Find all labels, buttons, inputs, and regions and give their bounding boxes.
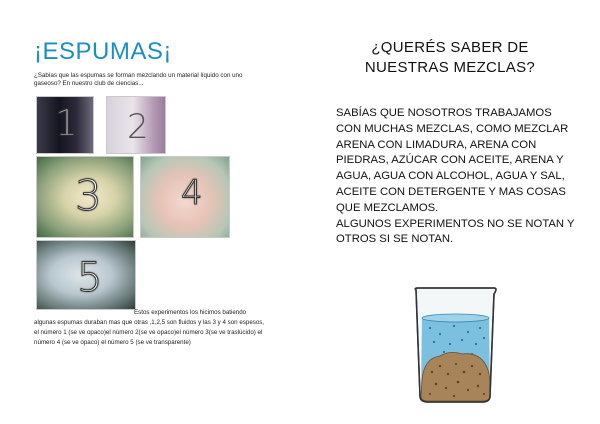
section-title — [300, 38, 600, 78]
foam-bottle-photo-3 — [36, 156, 134, 238]
photo-number-3: 3 — [75, 171, 102, 220]
photo-number-4: 4 — [181, 173, 203, 213]
photo-number-5: 5 — [77, 255, 103, 301]
intro-text: ¿Sabías que las espumas se forman mezclando un material líquido con uno gaseoso? En nuestro club de ciencias... — [34, 72, 243, 87]
right-page — [300, 0, 600, 424]
caption-body: algunas espumas duraban mas que otras ,1,2,5 son fluidos y las 3 y 4 son espesos, el número 1 (se ve opaco)el número 2(se ve opaco)el número 3(se ve traslúcido) el número 4 (se ve opaco) el número 5 (se ve transparente) — [34, 319, 265, 346]
photo-number-1: 1 — [55, 103, 78, 144]
mixtures-paragraph-2: ALGUNOS EXPERIMENTOS NO SE NOTAN Y OTROS SI SE NOTAN. — [336, 217, 575, 246]
foam-bottle-photo-1 — [36, 96, 94, 154]
experiment-caption — [34, 308, 266, 348]
mixtures-paragraph-1: SABÍAS QUE NOSOTROS TRABAJAMOS CON MUCHAS MEZCLAS, COMO MEZCLAR ARENA CON LIMADURA, ARENA CON PIEDRAS, AZÚCAR CON ACEITE, ARENA Y AGUA, AGUA CON ALCOHOL, AGUA Y SAL, ACEITE CON DETERGENTE Y MAS COSAS QUE MEZCLAMOS. — [336, 107, 569, 214]
foam-bottle-photo-5 — [36, 240, 136, 310]
page-title: ¡ESPUMAS¡ — [34, 38, 172, 65]
section-title-line-2: NUESTRAS MEZCLAS? — [364, 59, 536, 76]
section-title-line-1: ¿QUERÉS SABER DE — [371, 39, 529, 56]
foam-bottle-photo-4 — [140, 156, 230, 238]
photo-number-2: 2 — [127, 107, 149, 147]
beaker-illustration — [410, 284, 500, 404]
caption-first-line: Estos experimentos los hicimos batiendo — [134, 309, 247, 316]
foam-bottle-photo-2 — [106, 96, 166, 154]
mixtures-text — [336, 106, 576, 248]
